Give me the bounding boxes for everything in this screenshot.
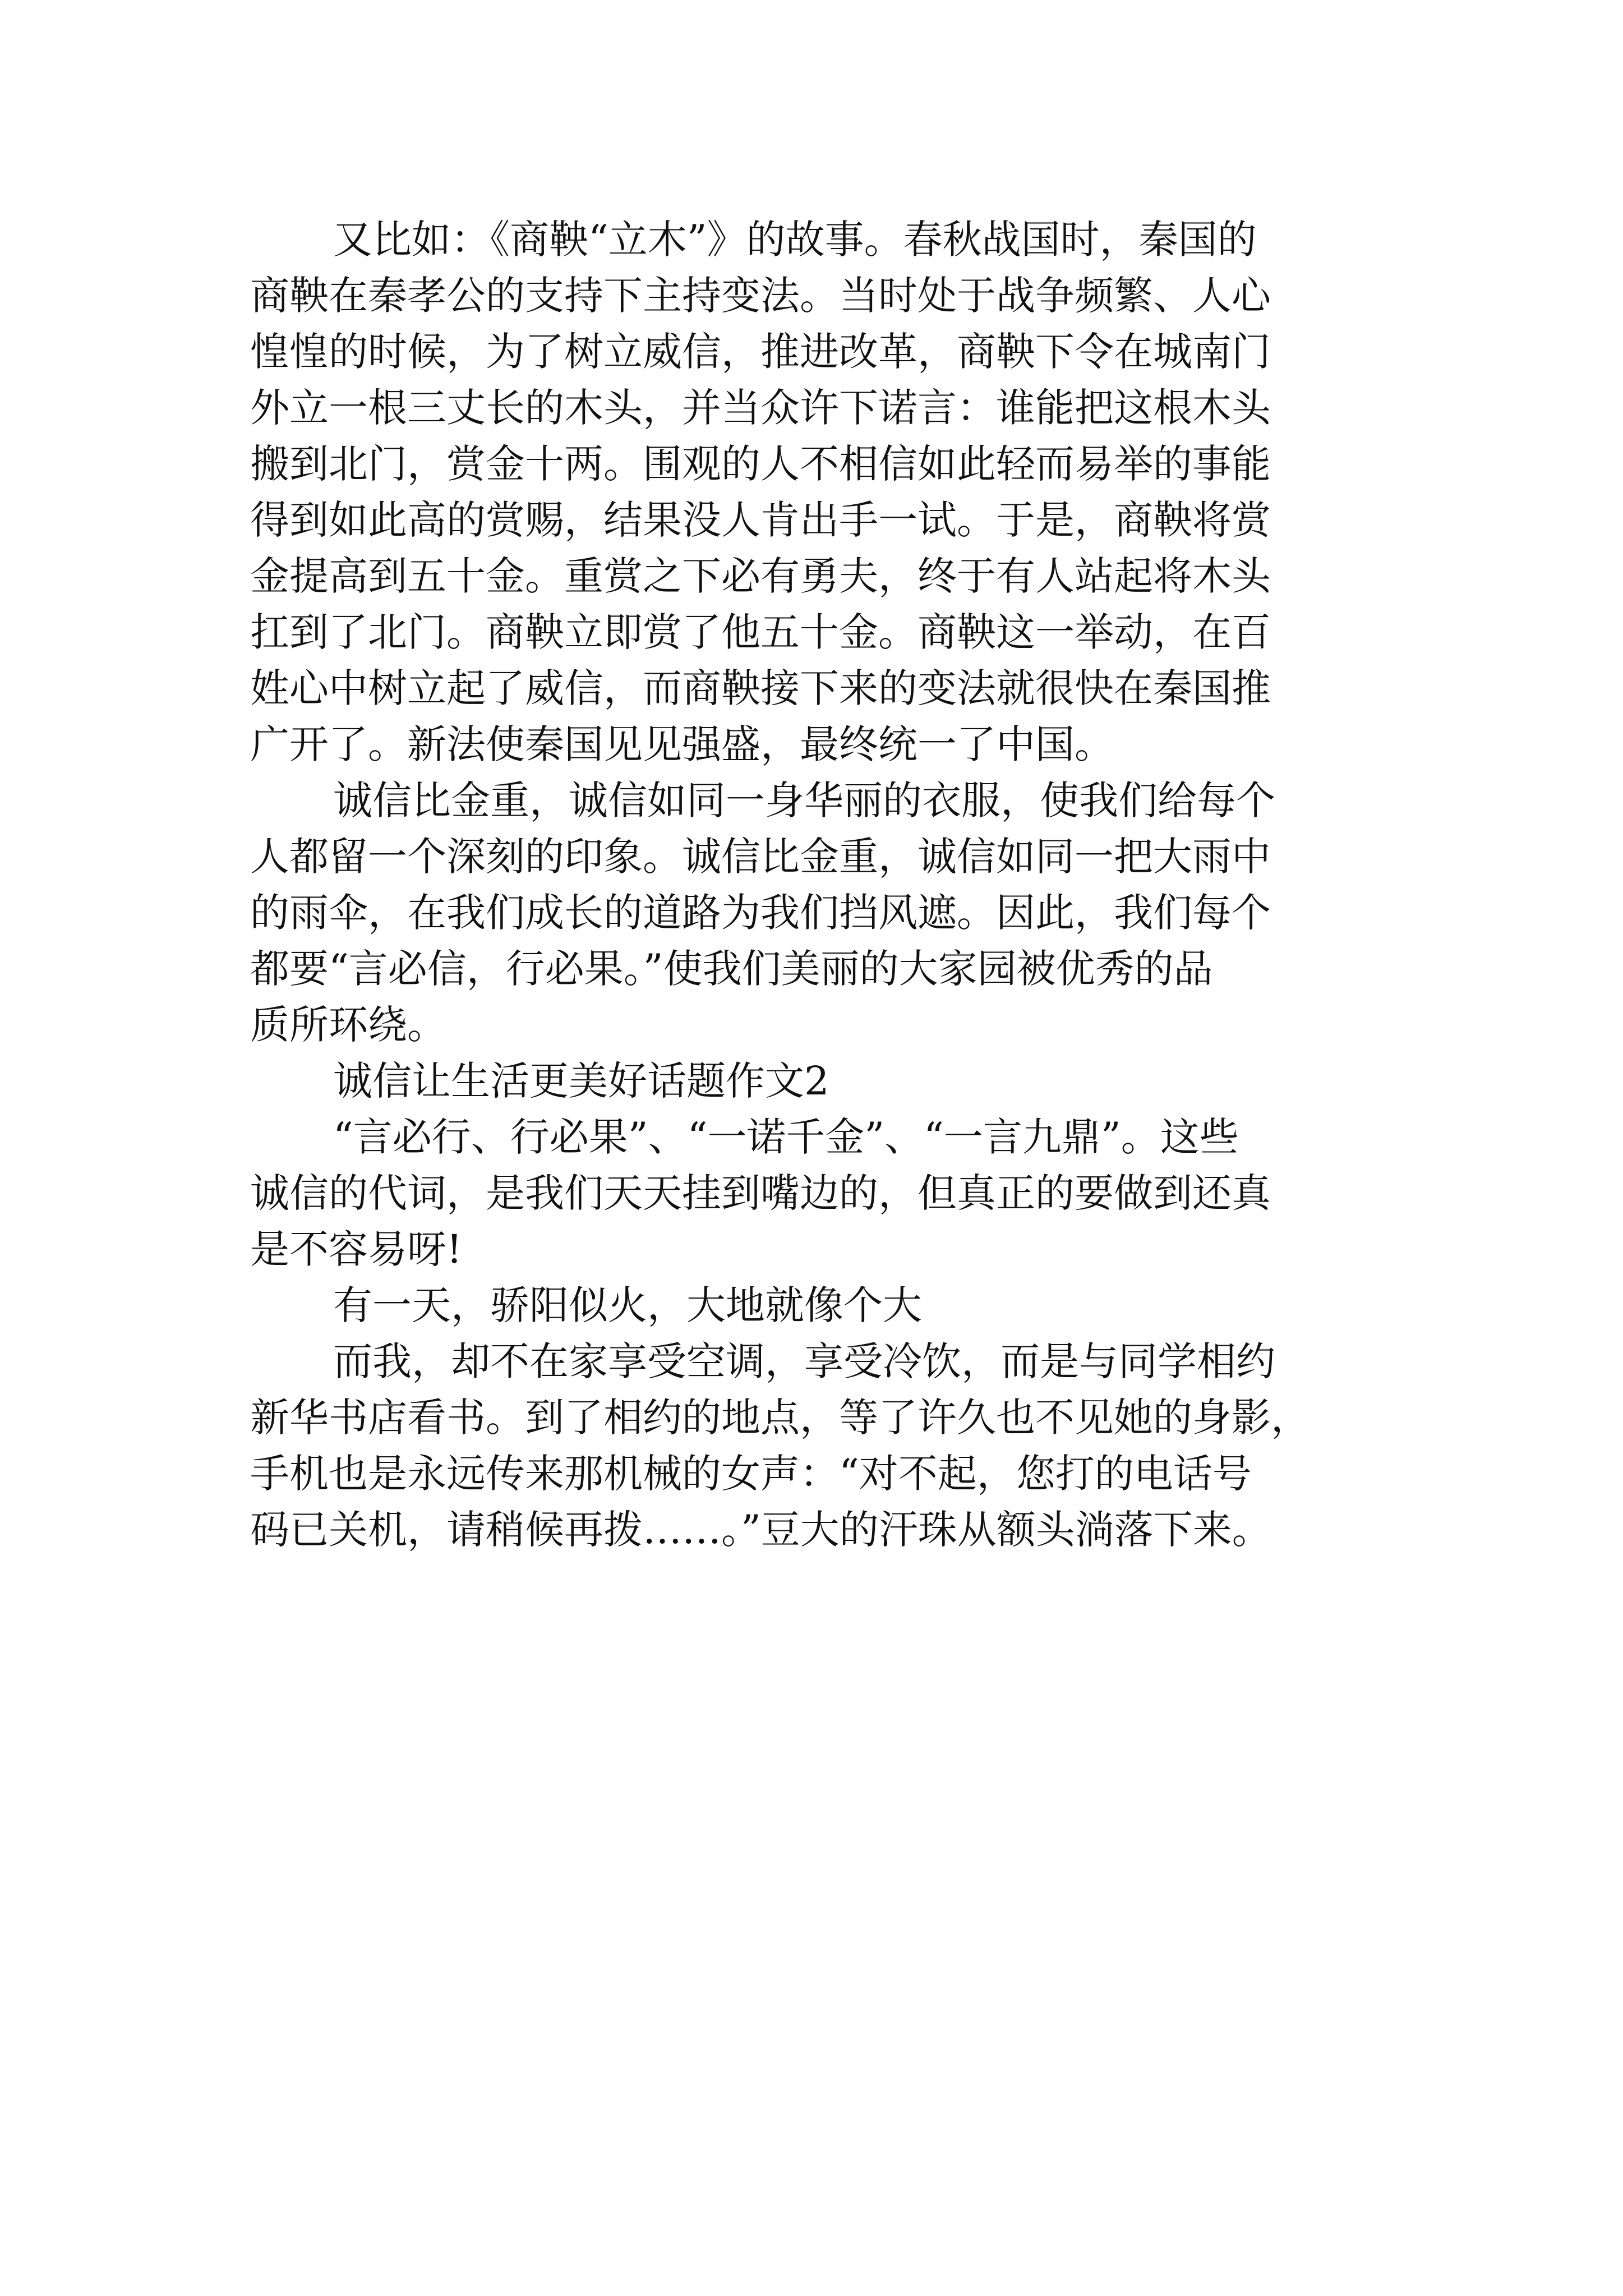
paragraph-line: 广开了。新法使秦国见见强盛，最终统一了中国。 xyxy=(250,721,1114,767)
paragraph-line: 人都留一个深刻的印象。诚信比金重，诚信如同一把大雨中 xyxy=(250,834,1271,880)
paragraph-line: 而我，却不在家享受空调，享受冷饮，而是与同学相约 xyxy=(333,1338,1275,1384)
paragraph-line: 得到如此高的赏赐，结果没人肯出手一试。于是，商鞅将赏 xyxy=(250,497,1271,543)
paragraph-line: 诚信比金重，诚信如同一身华丽的衣服，使我们给每个 xyxy=(333,777,1275,823)
paragraph-line: 外立一根三丈长的木头，并当众许下诺言：谁能把这根木头 xyxy=(250,385,1271,431)
paragraph-line: 有一天，骄阳似火，大地就像个大 xyxy=(333,1282,922,1328)
paragraph-line: 扛到了北门。商鞅立即赏了他五十金。商鞅这一举动，在百 xyxy=(250,609,1271,655)
paragraph-line: 新华书店看书。到了相约的地点，等了许久也不见她的身影， xyxy=(250,1395,1310,1441)
paragraph-line: 搬到北门，赏金十两。围观的人不相信如此轻而易举的事能 xyxy=(250,441,1271,487)
paragraph-line: “言必行、行必果”、“一诺千金”、“一言九鼎”。这些 xyxy=(333,1114,1239,1160)
paragraph-line: 商鞅在秦孝公的支持下主持变法。当时处于战争频繁、人心 xyxy=(250,273,1271,319)
paragraph-line: 是不容易呀! xyxy=(250,1226,463,1272)
paragraph-line: 手机也是永远传来那机械的女声：“对不起，您打的电话号 xyxy=(250,1451,1252,1497)
paragraph-line: 姓心中树立起了威信，而商鞅接下来的变法就很快在秦国推 xyxy=(250,665,1271,711)
paragraph-line: 惶惶的时候，为了树立威信，推进改革，商鞅下令在城南门 xyxy=(250,329,1271,375)
paragraph-line: 又比如：《商鞅“立木”》的故事。春秋战国时，秦国的 xyxy=(333,217,1257,263)
paragraph-line: 都要“言必信，行必果。”使我们美丽的大家园被优秀的品 xyxy=(250,946,1213,992)
paragraph-line: 码已关机，请稍候再拨……。”豆大的汗珠从额头淌落下来。 xyxy=(250,1507,1271,1553)
paragraph-line: 诚信的代词，是我们天天挂到嘴边的，但真正的要做到还真 xyxy=(250,1170,1271,1216)
paragraph-line: 金提高到五十金。重赏之下必有勇夫，终于有人站起将木头 xyxy=(250,553,1271,599)
essay-title: 诚信让生活更美好话题作文2 xyxy=(333,1058,829,1104)
paragraph-line: 质所环绕。 xyxy=(250,1002,446,1048)
paragraph-line: 的雨伞，在我们成长的道路为我们挡风遮。因此，我们每个 xyxy=(250,890,1271,936)
